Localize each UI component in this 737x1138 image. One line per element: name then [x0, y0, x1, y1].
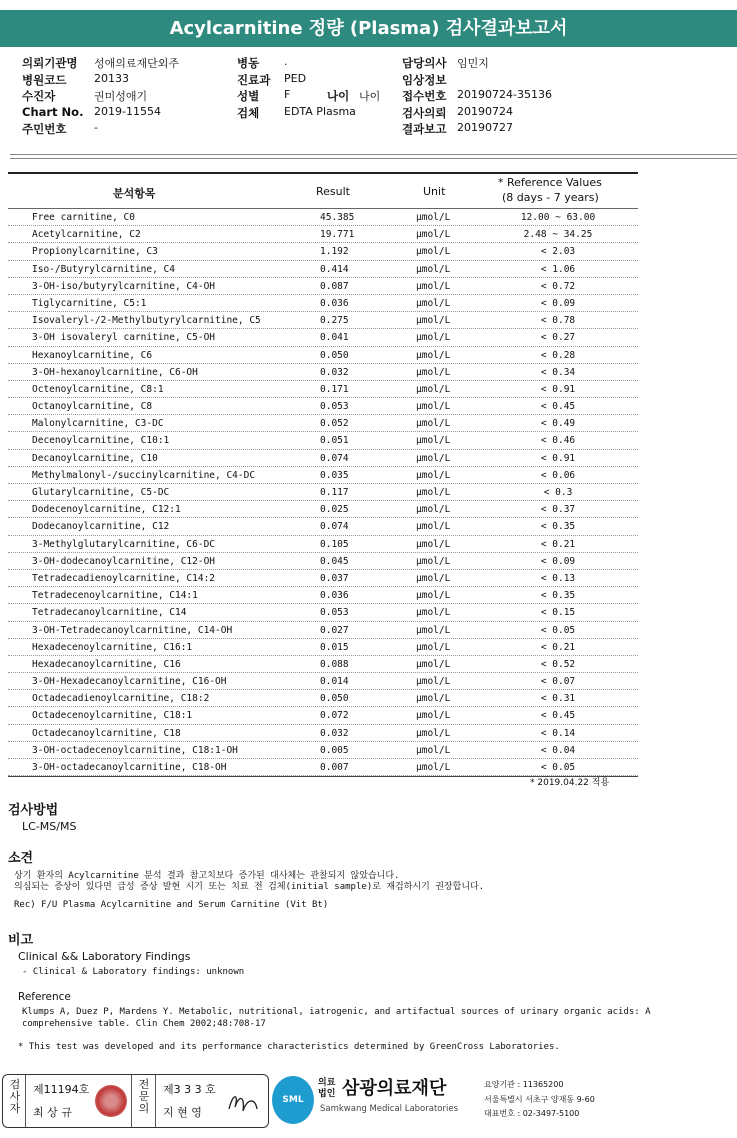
code-label: 병원코드: [22, 72, 67, 87]
code-value: 20133: [94, 71, 129, 85]
analyte-name: Hexadecenoylcarnitine, C16:1: [32, 641, 193, 653]
doctor-value: 임민지: [457, 57, 489, 70]
result-value: 0.052: [320, 418, 349, 430]
unit: μmol/L: [416, 229, 451, 241]
result-value: 0.005: [320, 744, 349, 756]
analyte-name: 3-Methylglutarylcarnitine, C6-DC: [32, 538, 216, 550]
request-date: 20190724: [457, 104, 513, 118]
table-row: [8, 226, 638, 243]
reference-range: < 0.45: [540, 710, 576, 722]
result-value: 0.025: [320, 504, 349, 516]
age-label: 나이: [327, 89, 350, 103]
unit: μmol/L: [416, 538, 451, 550]
reference-range: 12.00 ~ 63.00: [520, 212, 596, 223]
table-row: [8, 450, 638, 467]
reference-range: < 0.37: [540, 504, 576, 516]
reference-range: < 0.09: [540, 297, 576, 309]
analyte-name: Propionylcarnitine, C3: [32, 246, 158, 258]
analyte-name: 3-OH-octadecanoylcarnitine, C18-OH: [32, 762, 227, 773]
inspector-label: 검사자: [9, 1078, 21, 1115]
unit: μmol/L: [416, 280, 451, 292]
result-value: 0.087: [320, 280, 349, 292]
result-value: 0.032: [320, 366, 349, 378]
table-row: [8, 570, 638, 587]
reference-range: < 0.15: [540, 607, 576, 619]
result-value: 0.014: [320, 676, 349, 688]
table-row: [8, 587, 638, 604]
result-value: 0.053: [320, 401, 349, 413]
result-value: 0.050: [320, 693, 349, 705]
request-label: 검사의뢰: [402, 105, 447, 120]
remarks-title: 비고: [8, 933, 34, 948]
opinion-line-3: Rec) F/U Plasma Acylcarnitine and Serum Carnitine (Vit Bt): [14, 900, 329, 910]
reference-range: < 0.21: [540, 641, 576, 653]
unit: μmol/L: [416, 676, 451, 688]
reference-range: < 0.09: [540, 555, 576, 567]
result-value: 0.072: [320, 710, 349, 722]
result-value: 0.105: [320, 538, 349, 550]
seal-stamp: [95, 1085, 127, 1117]
analyte-name: 3-OH-iso/butyrylcarnitine, C4-OH: [32, 280, 216, 292]
result-value: 0.045: [320, 555, 349, 567]
table-row: [8, 312, 638, 329]
clinical-text: - Clinical & Laboratory findings: unknown: [22, 967, 245, 977]
analyte-name: Octadecenoylcarnitine, C18:1: [32, 710, 193, 722]
unit: μmol/L: [416, 710, 451, 722]
specimen-value: EDTA Plasma: [284, 104, 356, 118]
table-row: [8, 707, 638, 724]
receiver-value: 권미성애기: [94, 90, 148, 103]
analyte-name: Acetylcarnitine, C2: [32, 229, 141, 241]
result-value: 0.074: [320, 521, 349, 533]
unit: μmol/L: [416, 762, 451, 773]
opinion-line-1: 상기 환자의 Acylcarnitine 분석 결과 참고치보다 증가된 대사체는 관찰되지 않았습니다.: [14, 871, 400, 881]
reference-range: < 0.45: [540, 401, 576, 413]
reference-range: < 0.91: [540, 452, 576, 464]
reference-range: < 0.05: [540, 624, 576, 636]
inspector-name: 최 상 규: [33, 1106, 72, 1119]
sml-logo: SML: [272, 1076, 314, 1124]
reference-range: < 0.07: [540, 676, 576, 688]
patient-info: [22, 55, 722, 138]
table-row: [8, 381, 638, 398]
sex-label: 성별: [237, 89, 260, 103]
reference-range: < 1.06: [540, 263, 576, 275]
table-row: [8, 759, 638, 776]
unit: μmol/L: [416, 366, 451, 378]
results-table: [8, 172, 638, 777]
table-row: [8, 484, 638, 501]
reference-range: < 0.46: [540, 435, 576, 447]
col-item: 분석항목: [113, 187, 156, 200]
analyte-name: 3-OH-Tetradecanoylcarnitine, C14-OH: [32, 624, 233, 636]
analyte-name: Methylmalonyl-/succinylcarnitine, C4-DC: [32, 469, 256, 481]
reference-line-2: comprehensive table. Clin Chem 2002;48:708-17: [22, 1019, 266, 1029]
table-row: [8, 243, 638, 260]
result-value: 1.192: [320, 246, 349, 258]
sex-value: F: [284, 88, 291, 101]
analyte-name: Iso-/Butyrylcarnitine, C4: [32, 263, 175, 275]
report-date: 20190727: [457, 121, 513, 134]
rrn-value: -: [94, 121, 98, 134]
unit: μmol/L: [416, 641, 451, 653]
analyte-name: Hexanoylcarnitine, C6: [32, 349, 153, 361]
analyte-name: Decanoylcarnitine, C10: [32, 452, 158, 464]
receiver-label: 수진자: [22, 89, 56, 103]
unit: μmol/L: [416, 658, 451, 670]
reference-range: < 0.52: [540, 658, 576, 670]
col-unit: Unit: [423, 185, 446, 198]
chart-value: 2019-11554: [94, 104, 161, 118]
result-value: 0.053: [320, 607, 349, 619]
reference-range: < 0.35: [540, 521, 576, 533]
reference-range: < 0.14: [540, 727, 576, 739]
col-ref-range: (8 days - 7 years): [502, 191, 599, 204]
reference-line-1: Klumps A, Duez P, Mardens Y. Metabolic, nutritional, iatrogenic, and artifactual sources of urinary organic acids: A: [22, 1007, 651, 1017]
reference-title: Reference: [18, 991, 71, 1003]
method-text: LC-MS/MS: [22, 820, 77, 833]
org-address: 서울특별시 서초구 양재동 9-60: [484, 1095, 595, 1104]
analyte-name: Octenoylcarnitine, C8:1: [32, 383, 164, 395]
reference-range: 2.48 ~ 34.25: [523, 229, 593, 241]
analyte-name: Decenoylcarnitine, C10:1: [32, 435, 170, 447]
result-value: 0.414: [320, 263, 349, 275]
analyte-name: 3-OH-octadecenoylcarnitine, C18:1-OH: [32, 744, 238, 756]
reference-range: < 0.27: [540, 332, 576, 344]
doctor-number: 제3 3 3 호: [163, 1083, 216, 1096]
result-value: 0.032: [320, 727, 349, 739]
result-value: 0.041: [320, 332, 349, 344]
reference-range: < 0.3: [543, 487, 573, 498]
result-value: 0.117: [320, 487, 349, 498]
unit: μmol/L: [416, 469, 451, 481]
unit: μmol/L: [416, 555, 451, 567]
reference-range: < 0.21: [540, 538, 576, 550]
inspector-number: 제11194호: [33, 1083, 90, 1096]
rrn-label: 주민번호: [22, 122, 67, 136]
result-value: 0.037: [320, 572, 349, 584]
result-value: 0.035: [320, 469, 349, 481]
ward-label: 병동: [237, 56, 260, 70]
result-value: 0.074: [320, 452, 349, 464]
unit: μmol/L: [416, 693, 451, 705]
reference-range: < 0.35: [540, 590, 576, 602]
reference-note: * 2019.04.22 적용: [530, 778, 610, 788]
org-name-en: Samkwang Medical Laboratories: [320, 1104, 459, 1114]
doctor-role-label: 전문의: [138, 1078, 150, 1115]
unit: μmol/L: [416, 383, 451, 395]
reference-range: < 0.78: [540, 315, 576, 327]
reference-range: < 0.49: [540, 418, 576, 430]
result-value: 0.007: [320, 762, 349, 773]
result-value: 0.036: [320, 590, 349, 602]
reference-range: < 0.91: [540, 383, 576, 395]
unit: μmol/L: [416, 572, 451, 584]
table-row: [8, 725, 638, 742]
analyte-name: Octanoylcarnitine, C8: [32, 401, 153, 413]
table-row: [8, 622, 638, 639]
table-row: [8, 278, 638, 295]
analyte-name: Tetradecadienoylcarnitine, C14:2: [32, 572, 216, 584]
result-value: 19.771: [320, 229, 355, 241]
report-label: 결과보고: [402, 122, 447, 136]
doctor-label: 담당의사: [402, 56, 447, 70]
analyte-name: Dodecanoylcarnitine, C12: [32, 521, 170, 533]
analyte-name: Malonylcarnitine, C3-DC: [32, 418, 164, 430]
result-value: 0.275: [320, 315, 349, 327]
unit: μmol/L: [416, 246, 451, 258]
unit: μmol/L: [416, 590, 451, 602]
table-row: [8, 261, 638, 278]
table-row: [8, 518, 638, 535]
opinion-title: 소견: [8, 851, 34, 866]
table-row: [8, 347, 638, 364]
analyte-name: 3-OH isovaleryl carnitine, C5-OH: [32, 332, 216, 344]
table-row: [8, 604, 638, 621]
analyte-name: Isovaleryl-/2-Methylbutyrylcarnitine, C5: [32, 315, 261, 327]
reference-range: < 0.31: [540, 693, 576, 705]
table-row: [8, 295, 638, 312]
reference-range: < 0.34: [540, 366, 576, 378]
unit: μmol/L: [416, 744, 451, 756]
org-phone: 대표번호 : 02-3497-5100: [484, 1109, 580, 1118]
unit: μmol/L: [416, 315, 451, 327]
analyte-name: 3-OH-Hexadecanoylcarnitine, C16-OH: [32, 676, 227, 688]
unit: μmol/L: [416, 435, 451, 447]
table-row: [8, 536, 638, 553]
reference-range: < 0.72: [540, 280, 576, 292]
method-title: 검사방법: [8, 803, 59, 818]
chart-label: Chart No.: [22, 104, 84, 119]
clinical-title: Clinical && Laboratory Findings: [18, 950, 191, 963]
table-header: [8, 174, 638, 209]
unit: μmol/L: [416, 263, 451, 275]
table-row: [8, 329, 638, 346]
unit: μmol/L: [416, 297, 451, 309]
unit: μmol/L: [416, 401, 451, 413]
report-title: Acylcarnitine 정량 (Plasma) 검사결과보고서: [0, 10, 737, 47]
unit: μmol/L: [416, 212, 451, 223]
result-value: 0.027: [320, 624, 349, 636]
table-row: [8, 673, 638, 690]
table-row: [8, 690, 638, 707]
unit: μmol/L: [416, 521, 451, 533]
reference-range: < 0.13: [540, 572, 576, 584]
result-value: 0.171: [320, 383, 349, 395]
dept-label: 진료과: [237, 72, 271, 87]
analyte-name: Octadecadienoylcarnitine, C18:2: [32, 693, 210, 705]
age-value: 나이: [359, 90, 381, 103]
analyte-name: 3-OH-hexanoylcarnitine, C6-OH: [32, 366, 198, 378]
unit: μmol/L: [416, 727, 451, 739]
divider: [10, 158, 737, 159]
analyte-name: Hexadecanoylcarnitine, C16: [32, 658, 181, 670]
table-row: [8, 742, 638, 759]
analyte-name: 3-OH-dodecanoylcarnitine, C12-OH: [32, 555, 216, 567]
table-row: [8, 415, 638, 432]
table-row: [8, 209, 638, 226]
table-row: [8, 501, 638, 518]
analyte-name: Tetradecanoylcarnitine, C14: [32, 607, 187, 619]
reference-range: < 0.06: [540, 469, 576, 481]
doctor-name: 지 현 영: [163, 1106, 202, 1119]
org-name: 삼광의료재단: [342, 1078, 447, 1099]
doctor-signature: [225, 1089, 261, 1117]
table-row: [8, 656, 638, 673]
opinion-line-2: 의심되는 증상이 있다면 급성 증상 발현 시기 또는 치료 전 검체(initial sample)로 재검하시기 권장합니다.: [14, 882, 485, 892]
signature-box: [2, 1074, 269, 1128]
analyte-name: Tetradecenoylcarnitine, C14:1: [32, 590, 198, 602]
result-value: 0.036: [320, 297, 349, 309]
table-row: [8, 432, 638, 449]
reference-range: < 0.05: [540, 762, 576, 773]
unit: μmol/L: [416, 452, 451, 464]
col-ref: * Reference Values: [498, 176, 602, 189]
col-result: Result: [316, 185, 350, 198]
org-prefix: 의료 법인: [318, 1078, 336, 1099]
analyte-name: Octadecanoylcarnitine, C18: [32, 727, 181, 739]
table-row: [8, 398, 638, 415]
analyte-name: Dodecenoylcarnitine, C12:1: [32, 504, 181, 516]
unit: μmol/L: [416, 418, 451, 430]
analyte-name: Tiglycarnitine, C5:1: [32, 297, 147, 309]
registration-number: 요양기관 : 11365200: [484, 1080, 564, 1089]
unit: μmol/L: [416, 607, 451, 619]
result-value: 0.050: [320, 349, 349, 361]
reference-range: < 0.28: [540, 349, 576, 361]
ward-value: .: [284, 55, 288, 68]
table-row: [8, 364, 638, 381]
result-value: 45.385: [320, 212, 355, 223]
hospital-label: 의뢰기관명: [22, 56, 78, 70]
result-value: 0.051: [320, 435, 349, 447]
analyte-name: Free carnitine, C0: [32, 212, 135, 223]
table-row: [8, 467, 638, 484]
unit: μmol/L: [416, 624, 451, 636]
dept-value: PED: [284, 71, 307, 85]
divider: [10, 154, 737, 155]
unit: μmol/L: [416, 487, 451, 498]
accession-label: 접수번호: [402, 89, 447, 103]
table-row: [8, 553, 638, 570]
accession-value: 20190724-35136: [457, 88, 552, 101]
hospital-value: 성애의료재단외주: [94, 57, 180, 70]
analyte-name: Glutarylcarnitine, C5-DC: [32, 487, 170, 498]
unit: μmol/L: [416, 332, 451, 344]
development-note: * This test was developed and its performance characteristics determined by GreenCross Laboratories.: [18, 1042, 560, 1052]
unit: μmol/L: [416, 504, 451, 516]
table-row: [8, 639, 638, 656]
unit: μmol/L: [416, 349, 451, 361]
reference-range: < 0.04: [540, 744, 576, 756]
specimen-label: 검체: [237, 105, 260, 120]
result-value: 0.088: [320, 658, 349, 670]
clinical-label: 임상정보: [402, 72, 447, 87]
reference-range: < 2.03: [540, 246, 576, 258]
result-value: 0.015: [320, 641, 349, 653]
